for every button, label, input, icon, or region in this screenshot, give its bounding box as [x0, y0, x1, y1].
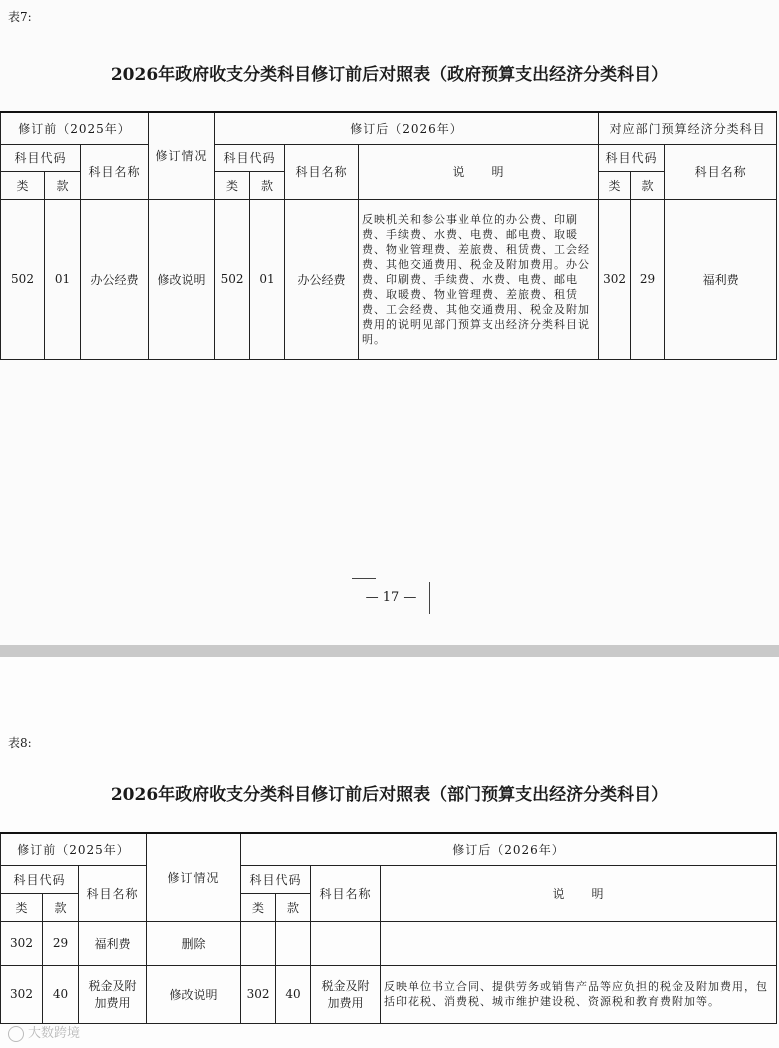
- table-row: [1, 199, 777, 359]
- header-lei: 类: [1, 893, 43, 921]
- cell-new-kuan: 01: [250, 199, 285, 359]
- header-before: 修订前（2025年）: [1, 112, 149, 144]
- header-desc: 说 明: [381, 865, 777, 921]
- header-new-kuan: 款: [250, 171, 285, 199]
- header-dept: 对应部门预算经济分类科目: [599, 112, 777, 144]
- cell-dept-kuan: 29: [631, 199, 665, 359]
- header-after: 修订后（2026年）: [215, 112, 599, 144]
- cell-new-kuan: 40: [276, 965, 311, 1023]
- header-revision: 修订情况: [149, 112, 215, 199]
- cell-kuan: 29: [43, 921, 79, 965]
- header-dept-name: 科目名称: [665, 144, 777, 199]
- cell-name: 福利费: [79, 921, 147, 965]
- header-new-lei: 类: [215, 171, 250, 199]
- header-dept-kuan: 款: [631, 171, 665, 199]
- header-new-lei: 类: [241, 893, 276, 921]
- watermark-logo-icon: [8, 1026, 24, 1042]
- page-gap: [0, 645, 779, 657]
- cell-new-name: 税金及附加费用: [311, 965, 381, 1023]
- header-new-kuan: 款: [276, 893, 311, 921]
- cell-new-lei: 302: [241, 965, 276, 1023]
- table-row: [1, 921, 777, 965]
- header-after: 修订后（2026年）: [241, 833, 777, 865]
- header-code: 科目代码: [1, 144, 81, 171]
- cell-new-lei: [241, 921, 276, 965]
- cell-dept-name: 福利费: [665, 199, 777, 359]
- header-new-name: 科目名称: [311, 865, 381, 921]
- cell-revision: 修改说明: [147, 965, 241, 1023]
- table8-tag: 表8:: [8, 736, 32, 750]
- header-name: 科目名称: [79, 865, 147, 921]
- header-new-code: 科目代码: [215, 144, 285, 171]
- cell-new-name: 办公经费: [285, 199, 359, 359]
- table8-title: 2026年政府收支分类科目修订前后对照表（部门预算支出经济分类科目）: [110, 785, 669, 805]
- header-dept-code: 科目代码: [599, 144, 665, 171]
- cell-new-name: [311, 921, 381, 965]
- table8: [0, 832, 777, 1024]
- cell-name: 税金及附加费用: [79, 965, 147, 1023]
- cell-kuan: 01: [45, 199, 81, 359]
- watermark: 大数跨境: [8, 1022, 80, 1042]
- cell-name: 办公经费: [81, 199, 149, 359]
- header-kuan: 款: [43, 893, 79, 921]
- cell-dept-lei: 302: [599, 199, 631, 359]
- header-dept-lei: 类: [599, 171, 631, 199]
- cell-new-kuan: [276, 921, 311, 965]
- cell-new-lei: 502: [215, 199, 250, 359]
- header-kuan: 款: [45, 171, 81, 199]
- header-desc: 说 明: [359, 144, 599, 199]
- table7-tag: 表7:: [8, 10, 32, 24]
- cell-lei: 302: [1, 965, 43, 1023]
- header-new-code: 科目代码: [241, 865, 311, 893]
- cell-revision: 删除: [147, 921, 241, 965]
- cell-desc: 反映单位书立合同、提供劳务或销售产品等应负担的税金及附加费用，包括印花税、消费税、城市维护建设税、资源税和教育费附加等。: [381, 965, 777, 1023]
- cell-desc: 反映机关和参公事业单位的办公费、印刷费、手续费、水费、电费、邮电费、取暖费、物业管理费、差旅费、租赁费、工会经费、其他交通费用、税金及附加费用。办公费、印刷费、手续费、水费、电费、邮电费、取暖费、物业管理费、差旅费、租赁费、工会经费、其他交通费用、税金及附加费用的说明见部门预算支出经济分类科目说明。: [359, 199, 599, 359]
- header-lei: 类: [1, 171, 45, 199]
- header-code: 科目代码: [1, 865, 79, 893]
- cell-lei: 302: [1, 921, 43, 965]
- cell-revision: 修改说明: [149, 199, 215, 359]
- header-before: 修订前（2025年）: [1, 833, 147, 865]
- cell-kuan: 40: [43, 965, 79, 1023]
- table7: [0, 111, 777, 360]
- page-number: — 17 —: [352, 578, 430, 614]
- header-revision: 修订情况: [147, 833, 241, 921]
- header-new-name: 科目名称: [285, 144, 359, 199]
- table7-title: 2026年政府收支分类科目修订前后对照表（政府预算支出经济分类科目）: [110, 65, 669, 85]
- header-name: 科目名称: [81, 144, 149, 199]
- cell-lei: 502: [1, 199, 45, 359]
- cell-desc: [381, 921, 777, 965]
- table-row: [1, 965, 777, 1023]
